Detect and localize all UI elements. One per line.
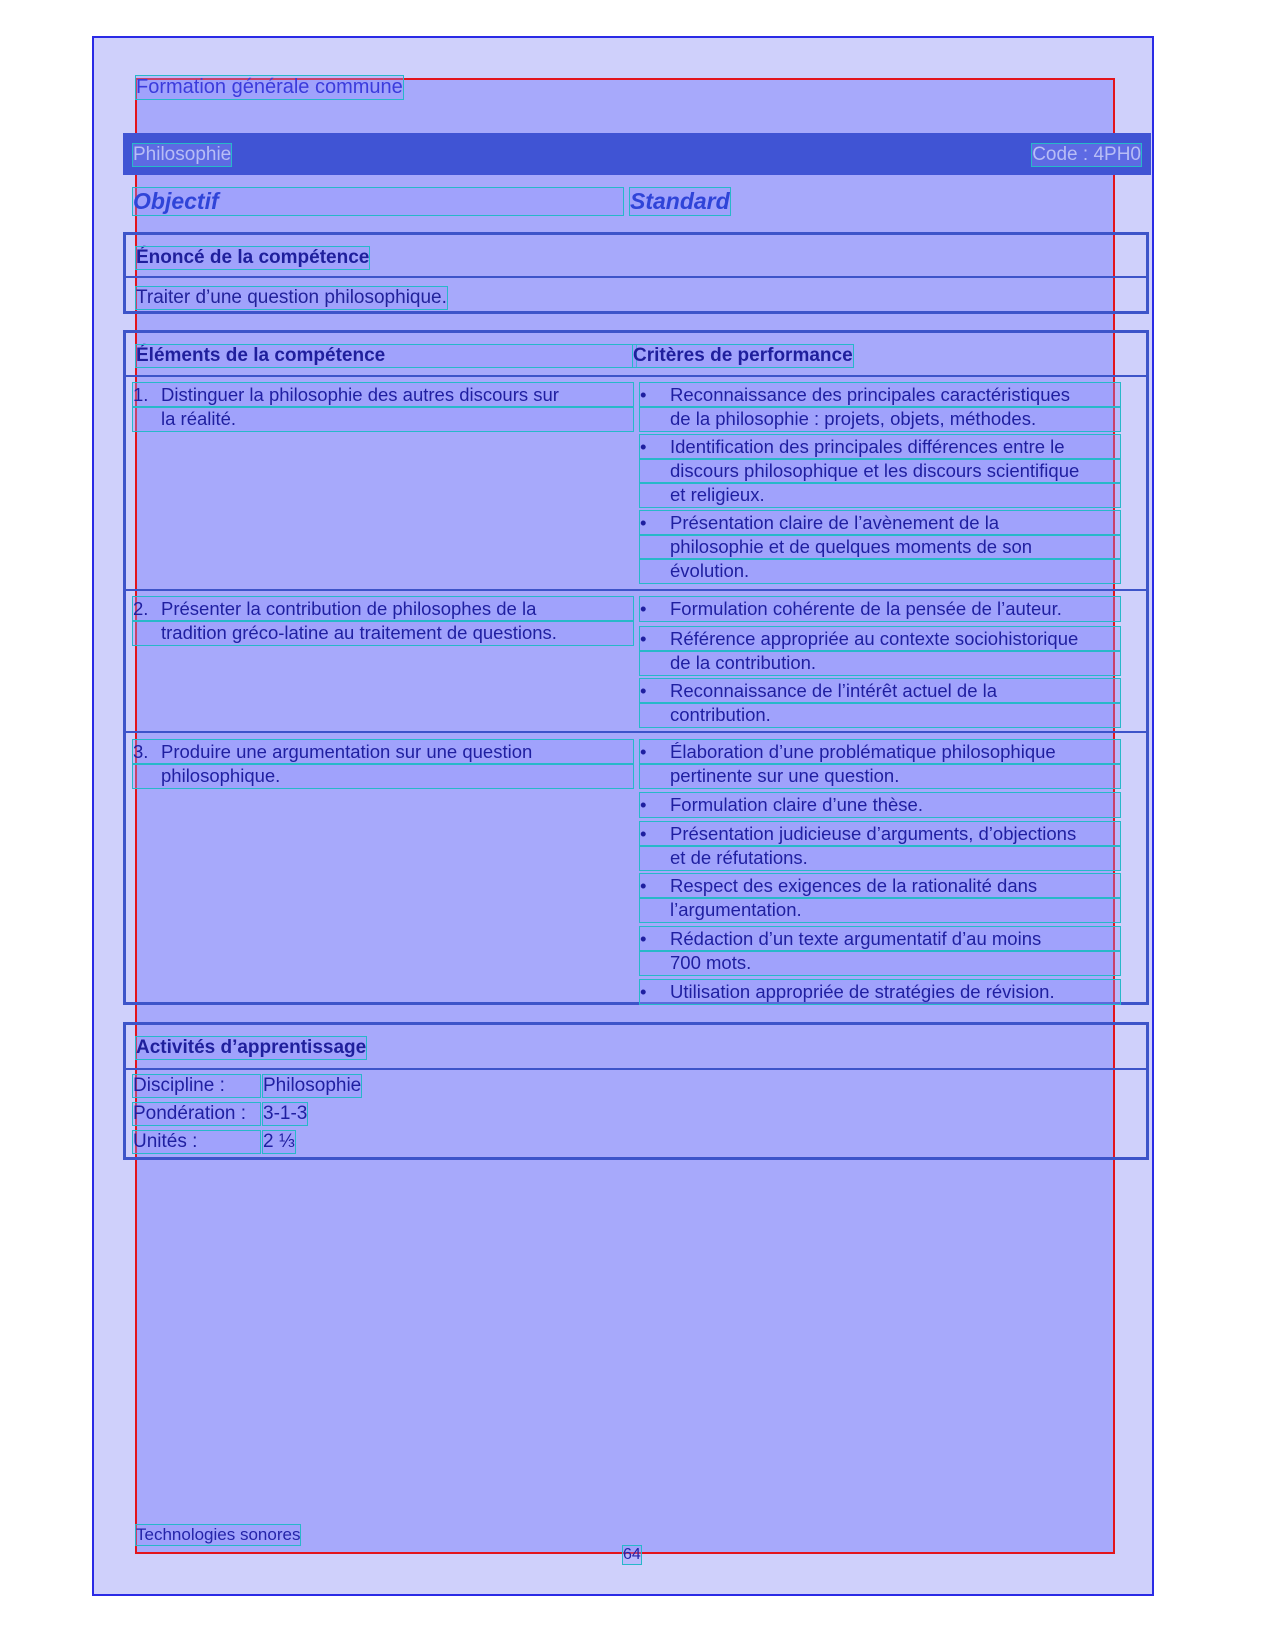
criterion-item: [640, 627, 1120, 675]
criterion-line: philosophie et de quelques moments de son: [640, 535, 1120, 559]
element-row-1: [133, 383, 633, 431]
units-value: 2 ⅓: [263, 1131, 295, 1152]
bullet-icon: •: [640, 741, 647, 762]
criterion-line: pertinente sur une question.: [640, 764, 1120, 788]
bullet-icon: •: [640, 436, 647, 457]
criterion-line: contribution.: [640, 703, 1120, 727]
element-number: 2.: [133, 598, 149, 619]
criterion-item: [640, 511, 1120, 583]
criterion-line: Référence appropriée au contexte sociohistorique: [640, 627, 1120, 651]
criterion-line: de la philosophie : projets, objets, méthodes.: [640, 407, 1120, 431]
course-code: Code : 4PH0: [1032, 144, 1141, 165]
criterion-line: et de réfutations.: [640, 846, 1120, 870]
element-text-line: la réalité.: [133, 407, 633, 431]
element-number: 1.: [133, 384, 149, 405]
criterion-line: discours philosophique et les discours scientifique: [640, 459, 1120, 483]
element-row-2: [133, 597, 633, 645]
criteria-column-header: Critères de performance: [633, 345, 853, 366]
criterion-line: Reconnaissance de l’intérêt actuel de la: [640, 679, 1120, 703]
criterion-item: [640, 435, 1120, 507]
bullet-icon: •: [640, 875, 647, 896]
page-number: 64: [623, 1546, 641, 1563]
activities-heading: Activités d’apprentissage: [136, 1037, 367, 1058]
element-text-line: Distinguer la philosophie des autres discours sur: [133, 383, 633, 407]
element-text-line: Produire une argumentation sur une question: [133, 740, 633, 764]
weighting-value: 3-1-3: [263, 1103, 308, 1124]
element-number: 3.: [133, 741, 149, 762]
criterion-line: Élaboration d’une problématique philosophique: [640, 740, 1120, 764]
bullet-icon: •: [640, 928, 647, 949]
criterion-item: [640, 383, 1120, 431]
criterion-item: [640, 740, 1120, 788]
criterion-item: [640, 597, 1120, 621]
discipline-banner: [123, 133, 1151, 175]
weighting-label: Pondération :: [133, 1103, 260, 1125]
bullet-icon: •: [640, 823, 647, 844]
criterion-line: Identification des principales différences entre le: [640, 435, 1120, 459]
criterion-line: Présentation judicieuse d’arguments, d’objections: [640, 822, 1120, 846]
competence-box: [123, 232, 1149, 314]
criterion-line: évolution.: [640, 559, 1120, 583]
bullet-icon: •: [640, 384, 647, 405]
element-text-line: tradition gréco-latine au traitement de questions.: [133, 621, 633, 645]
bullet-icon: •: [640, 680, 647, 701]
discipline-label: Discipline :: [133, 1075, 260, 1097]
footer-program: Technologies sonores: [136, 1525, 301, 1544]
criterion-line: Respect des exigences de la rationalité dans: [640, 874, 1120, 898]
element-row-3: [133, 740, 633, 788]
standard-label: Standard: [630, 188, 730, 214]
criterion-line: et religieux.: [640, 483, 1120, 507]
bullet-icon: •: [640, 981, 647, 1002]
bullet-icon: •: [640, 512, 647, 533]
discipline-value: Philosophie: [263, 1075, 362, 1096]
criterion-item: [640, 874, 1120, 922]
section-title: Formation générale commune: [136, 76, 403, 98]
criterion-item: [640, 793, 1120, 817]
criterion-line: 700 mots.: [640, 951, 1120, 975]
criterion-item: [640, 927, 1120, 975]
units-label: Unités :: [133, 1131, 260, 1153]
criterion-item: [640, 679, 1120, 727]
element-text-line: Présenter la contribution de philosophes de la: [133, 597, 633, 621]
competence-heading: Énoncé de la compétence: [136, 247, 370, 268]
criterion-line: Utilisation appropriée de stratégies de révision.: [640, 980, 1120, 1004]
criterion-line: Formulation claire d’une thèse.: [640, 793, 1120, 817]
criterion-line: Présentation claire de l’avènement de la: [640, 511, 1120, 535]
objective-label: Objectif: [133, 188, 623, 215]
bullet-icon: •: [640, 794, 647, 815]
criterion-line: Rédaction d’un texte argumentatif d’au moins: [640, 927, 1120, 951]
criterion-item: [640, 980, 1120, 1004]
element-text-line: philosophique.: [133, 764, 633, 788]
criterion-line: de la contribution.: [640, 651, 1120, 675]
discipline-name: Philosophie: [133, 144, 232, 165]
criterion-item: [640, 822, 1120, 870]
bullet-icon: •: [640, 628, 647, 649]
competence-statement: Traiter d’une question philosophique.: [136, 287, 447, 308]
criterion-line: Reconnaissance des principales caractéristiques: [640, 383, 1120, 407]
criterion-line: Formulation cohérente de la pensée de l’auteur.: [640, 597, 1120, 621]
criterion-line: l’argumentation.: [640, 898, 1120, 922]
bullet-icon: •: [640, 598, 647, 619]
elements-column-header: Éléments de la compétence: [136, 345, 636, 367]
